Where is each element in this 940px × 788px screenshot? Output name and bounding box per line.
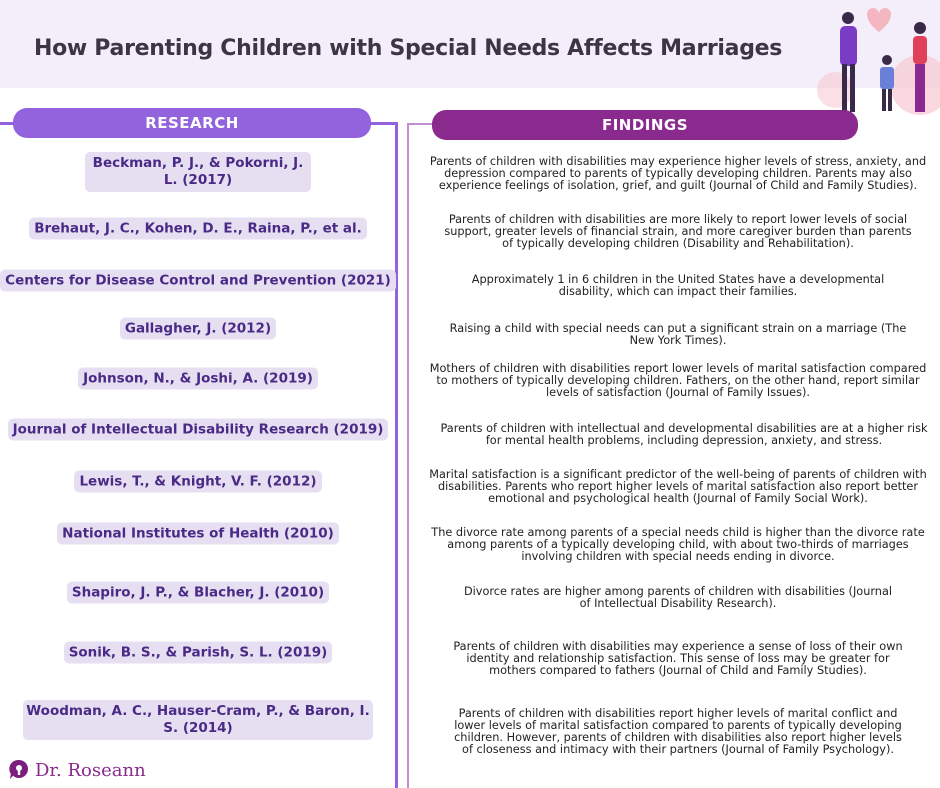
- findings-column-line-vertical: [407, 123, 409, 788]
- findings-header: FINDINGS: [432, 110, 858, 140]
- finding-text: Parents of children with disabilities are more likely to report lower levels of social support, greater levels of financial strain, and more caregiver burden than parents of typically developing children (Disability and Rehabilitation).: [444, 213, 912, 250]
- research-label: Lewis, T., & Knight, V. F. (2012): [74, 471, 321, 493]
- brand-name: Dr. Roseann: [35, 759, 146, 781]
- family-illustration: [815, 0, 940, 120]
- keyhole-bubble-icon: [8, 759, 30, 781]
- research-label: Brehaut, J. C., Kohen, D. E., Raina, P., et al.: [29, 218, 367, 240]
- page-title: How Parenting Children with Special Needs Affects Marriages: [34, 36, 783, 61]
- research-label: Centers for Disease Control and Prevention (2021): [0, 270, 396, 292]
- research-item: [0, 152, 396, 192]
- research-item: [0, 367, 396, 392]
- findings-column-line: [407, 123, 433, 125]
- research-item: [0, 269, 396, 294]
- finding-text: Parents of children with intellectual and developmental disabilities are at a higher risk for mental health problems, including depression, anxiety, and stress.: [440, 422, 928, 447]
- research-label: Woodman, A. C., Hauser-Cram, P., & Baron, I. S. (2014): [23, 700, 373, 740]
- finding-text: Parents of children with disabilities report higher levels of marital conflict and lower levels of marital satisfaction compared to parents of typically developing children. However, parents of children with disabilities also report higher levels of closeness and intimacy with their partners (Journal of Family Psychology).: [454, 707, 902, 756]
- research-item: [0, 317, 396, 342]
- finding-text: Parents of children with disabilities may experience a sense of loss of their own identity and relationship satisfaction. This sense of loss may be greater for mothers compared to fathers (Journal of Child and Family Studies).: [453, 640, 903, 677]
- research-label: Johnson, N., & Joshi, A. (2019): [78, 368, 318, 390]
- brand-logo: [8, 759, 146, 781]
- research-column-line: [370, 122, 398, 125]
- research-label: National Institutes of Health (2010): [57, 523, 339, 545]
- finding-text: Approximately 1 in 6 children in the United States have a developmental disability, which can impact their families.: [471, 273, 885, 298]
- research-label: Beckman, P. J., & Pokorni, J. L. (2017): [85, 152, 311, 192]
- research-item: [0, 700, 396, 740]
- research-label: Journal of Intellectual Disability Research (2019): [8, 419, 389, 441]
- research-header: RESEARCH: [13, 108, 371, 138]
- research-connector-left: [0, 122, 14, 125]
- finding-text: The divorce rate among parents of a special needs child is higher than the divorce rate among parents of a typically developing child, with about two-thirds of marriages involving children with special needs ending in divorce.: [431, 526, 925, 563]
- finding-text: Parents of children with disabilities may experience higher levels of stress, anxiety, and depression compared to parents of typically developing children. Parents may also experience feelings of isolation, grief, and guilt (Journal of Child and Family Studies).: [429, 155, 927, 192]
- research-item: [0, 418, 396, 443]
- finding-text: Raising a child with special needs can put a significant strain on a marriage (The New York Times).: [449, 322, 907, 347]
- research-item: [0, 217, 396, 242]
- finding-text: Mothers of children with disabilities report lower levels of marital satisfaction compared to mothers of typically developing children. Fathers, on the other hand, report similar levels of satisfaction (Journal of Family Issues).: [429, 362, 927, 399]
- research-item: [0, 641, 396, 666]
- research-item: [0, 581, 396, 606]
- finding-text: Divorce rates are higher among parents of children with disabilities (Journal of Intellectual Disability Research).: [463, 585, 893, 610]
- research-item: [0, 470, 396, 495]
- finding-text: Marital satisfaction is a significant predictor of the well-being of parents of children with disabilities. Parents who report higher levels of marital satisfaction also report better emotional and psychological health (Journal of Family Social Work).: [429, 468, 927, 505]
- research-label: Shapiro, J. P., & Blacher, J. (2010): [67, 582, 329, 604]
- research-label: Sonik, B. S., & Parish, S. L. (2019): [64, 642, 333, 664]
- research-label: Gallagher, J. (2012): [120, 318, 276, 340]
- research-item: [0, 522, 396, 547]
